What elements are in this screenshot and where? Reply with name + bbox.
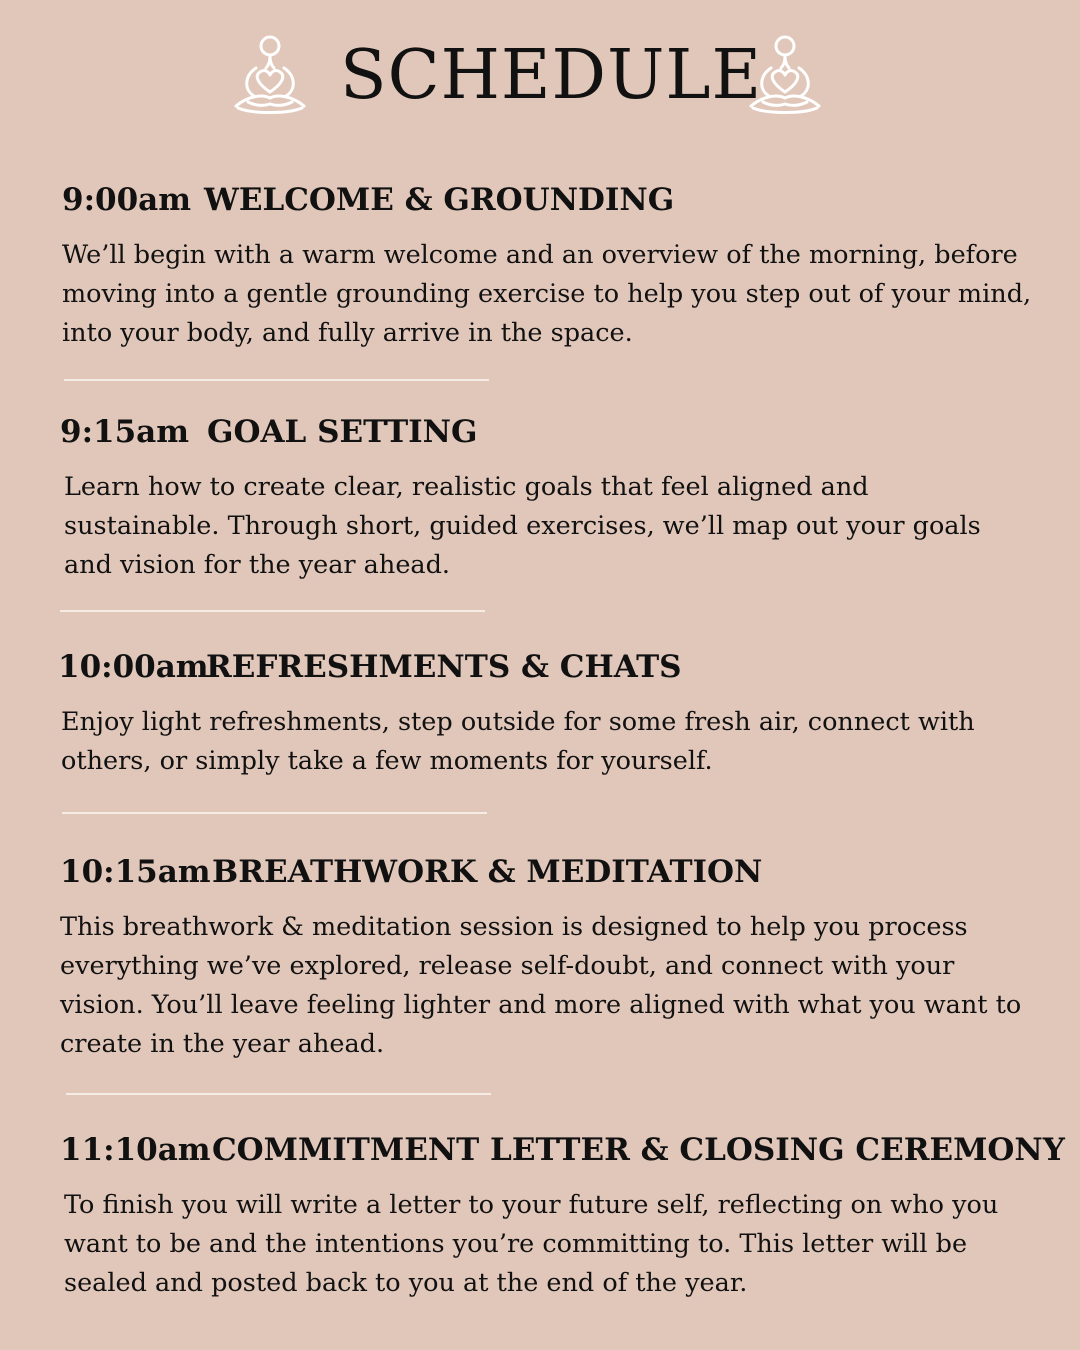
session-description: This breathwork & meditation session is designed to help you process everything we’ve explored, release self-doubt, and connect with your vision. You’ll leave feeling lighter and more aligned with what you want to create in the year ahead.	[60, 912, 1022, 1059]
schedule-item	[62, 180, 1037, 353]
schedule-heading	[62, 180, 1037, 220]
session-title: GOAL SETTING	[207, 414, 478, 450]
schedule-item	[60, 852, 1035, 1064]
session-title: REFRESHMENTS & CHATS	[206, 649, 682, 685]
schedule-heading	[58, 647, 1033, 687]
schedule-item	[58, 647, 1033, 781]
meditation-heart-icon	[745, 32, 825, 118]
session-description: Learn how to create clear, realistic goals that feel aligned and sustainable. Through short, guided exercises, we’ll map out your goals and vision for the year ahead.	[64, 472, 981, 580]
schedule-item	[60, 1130, 1065, 1303]
session-time: 10:00am	[58, 649, 209, 685]
page-title: SCHEDULE	[340, 36, 763, 115]
schedule-heading	[60, 852, 1035, 892]
session-description: To finish you will write a letter to your future self, reflecting on who you want to be and the intentions you’re committing to. This letter will be sealed and posted back to you at the end of the year.	[64, 1190, 999, 1298]
session-time: 10:15am	[60, 854, 211, 890]
session-description: Enjoy light refreshments, step outside for some fresh air, connect with others, or simply take a few moments for yourself.	[61, 707, 975, 776]
divider	[64, 379, 489, 381]
header	[0, 28, 1080, 128]
session-description: We’ll begin with a warm welcome and an overview of the morning, before moving into a gentle grounding exercise to help you step out of your mind, into your body, and fully arrive in the space.	[62, 240, 1032, 348]
session-title: BREATHWORK & MEDITATION	[212, 854, 763, 890]
schedule-heading	[60, 1130, 1065, 1170]
divider	[60, 610, 485, 612]
schedule-heading	[60, 412, 1035, 452]
session-title: COMMITMENT LETTER & CLOSING CEREMONY	[212, 1132, 1065, 1168]
session-time: 11:10am	[60, 1132, 211, 1168]
schedule-item	[60, 412, 1035, 585]
session-time: 9:15am	[60, 414, 190, 450]
session-title: WELCOME & GROUNDING	[204, 182, 675, 218]
session-time: 9:00am	[62, 182, 192, 218]
divider	[66, 1093, 491, 1095]
meditation-heart-icon	[230, 32, 310, 118]
divider	[62, 812, 487, 814]
